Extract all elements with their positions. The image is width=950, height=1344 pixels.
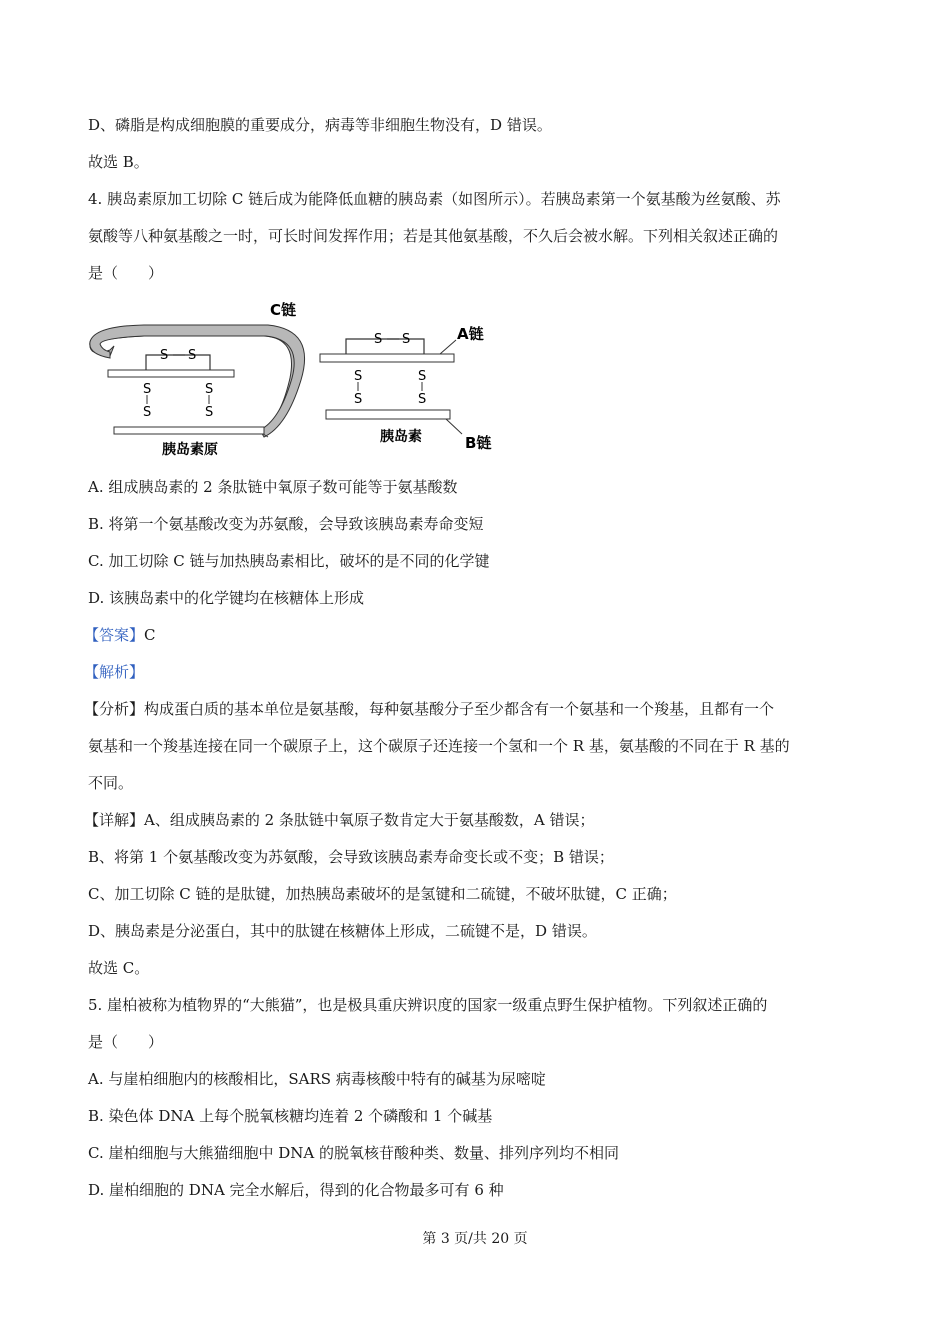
- sulfur-label: S: [205, 382, 214, 397]
- detail-line: [84, 810, 595, 830]
- option-c: C. 加工切除 C 链与加热胰岛素相比，破坏的是不同的化学键: [88, 552, 490, 570]
- option-a: A. 与崖柏细胞内的核酸相比，SARS 病毒核酸中特有的碱基为尿嘧啶: [88, 1070, 546, 1088]
- option-d: D. 崖柏细胞的 DNA 完全水解后，得到的化合物最多可有 6 种: [88, 1181, 504, 1199]
- page-number: 第 3 页/共 20 页: [422, 1231, 528, 1247]
- xiangjie-text: A、组成胰岛素的 2 条肽链中氧原子数肯定大于氨基酸数，A 错误；: [144, 811, 595, 829]
- text-line: 故选 B。: [88, 153, 149, 171]
- sulfur-label: S: [354, 392, 363, 407]
- a-chain-label: A链: [457, 325, 484, 343]
- sulfur-label: S: [143, 382, 152, 397]
- answer-value: C: [144, 626, 156, 644]
- option-b: B. 将第一个氨基酸改变为苏氨酸，会导致该胰岛素寿命变短: [88, 515, 484, 533]
- fenxi-text: 构成蛋白质的基本单位是氨基酸，每种氨基酸分子至少都含有一个氨基和一个羧基，且都有一个: [144, 700, 775, 718]
- question-5: 5. 崖柏被称为植物界的“大熊猫”，也是极具重庆辨识度的国家一级重点野生保护植物。下列叙述正确的: [88, 996, 768, 1014]
- a-chain: [320, 354, 454, 362]
- insulin-diagram: [84, 298, 514, 456]
- analysis-tag: 【解析】: [84, 663, 145, 681]
- b-chain-label: B链: [465, 434, 492, 452]
- option-c: C. 崖柏细胞与大熊猫细胞中 DNA 的脱氧核苷酸种类、数量、排列序列均不相同: [88, 1144, 620, 1162]
- sulfur-label: S: [143, 405, 152, 420]
- sulfur-label: S: [160, 348, 169, 363]
- detail-line: 故选 C。: [88, 959, 150, 977]
- b-chain-proinsulin: [114, 427, 264, 434]
- question-5: 是（ ）: [88, 1033, 164, 1051]
- analysis-line: [84, 699, 774, 719]
- text-line: D、磷脂是构成细胞膜的重要成分，病毒等非细胞生物没有，D 错误。: [88, 116, 552, 134]
- option-a: A. 组成胰岛素的 2 条肽链中氧原子数可能等于氨基酸数: [88, 478, 458, 496]
- sulfur-label: S: [354, 369, 363, 384]
- sulfur-label: S: [205, 405, 214, 420]
- detail-line: C、加工切除 C 链的是肽键，加热胰岛素破坏的是氢键和二硫键，不破坏肽键，C 正确；: [88, 885, 677, 903]
- analysis-line: 氨基和一个羧基连接在同一个碳原子上，这个碳原子还连接一个氢和一个 R 基，氨基酸的不同在于 R 基的: [88, 737, 790, 755]
- proinsulin-label: 胰岛素原: [162, 442, 218, 456]
- c-chain-body: [90, 325, 305, 437]
- option-b: B. 染色体 DNA 上每个脱氧核糖均连着 2 个磷酸和 1 个碱基: [88, 1107, 493, 1125]
- sulfur-label: S: [374, 332, 383, 347]
- sulfur-label: S: [188, 348, 197, 363]
- c-chain-label: C链: [270, 301, 297, 319]
- option-d: D. 该胰岛素中的化学键均在核糖体上形成: [88, 589, 365, 607]
- answer-tag: 【答案】: [84, 626, 145, 644]
- detail-line: D、胰岛素是分泌蛋白，其中的肽键在核糖体上形成，二硫键不是，D 错误。: [88, 922, 597, 940]
- sulfur-label: S: [418, 392, 427, 407]
- b-chain: [326, 410, 450, 419]
- analysis-line: 不同。: [88, 774, 134, 792]
- detail-line: B、将第 1 个氨基酸改变为苏氨酸，会导致该胰岛素寿命变长或不变；B 错误；: [88, 848, 614, 866]
- question-4: 氨酸等八种氨基酸之一时，可长时间发挥作用；若是其他氨基酸，不久后会被水解。下列相关叙述正确的: [88, 227, 779, 245]
- fenxi-tag: 【分析】: [84, 700, 145, 718]
- question-4: 4. 胰岛素原加工切除 C 链后成为能降低血糖的胰岛素（如图所示）。若胰岛素第一个氨基酸为丝氨酸、苏: [88, 190, 781, 208]
- analysis-heading: [84, 662, 144, 682]
- answer-line: [84, 625, 156, 645]
- sulfur-label: S: [402, 332, 411, 347]
- sulfur-label: S: [418, 369, 427, 384]
- xiangjie-tag: 【详解】: [84, 811, 145, 829]
- c-chain-loop: [90, 328, 302, 434]
- a-chain-proinsulin: [108, 370, 234, 377]
- question-4: 是（ ）: [88, 264, 164, 282]
- insulin-label: 胰岛素: [380, 429, 422, 445]
